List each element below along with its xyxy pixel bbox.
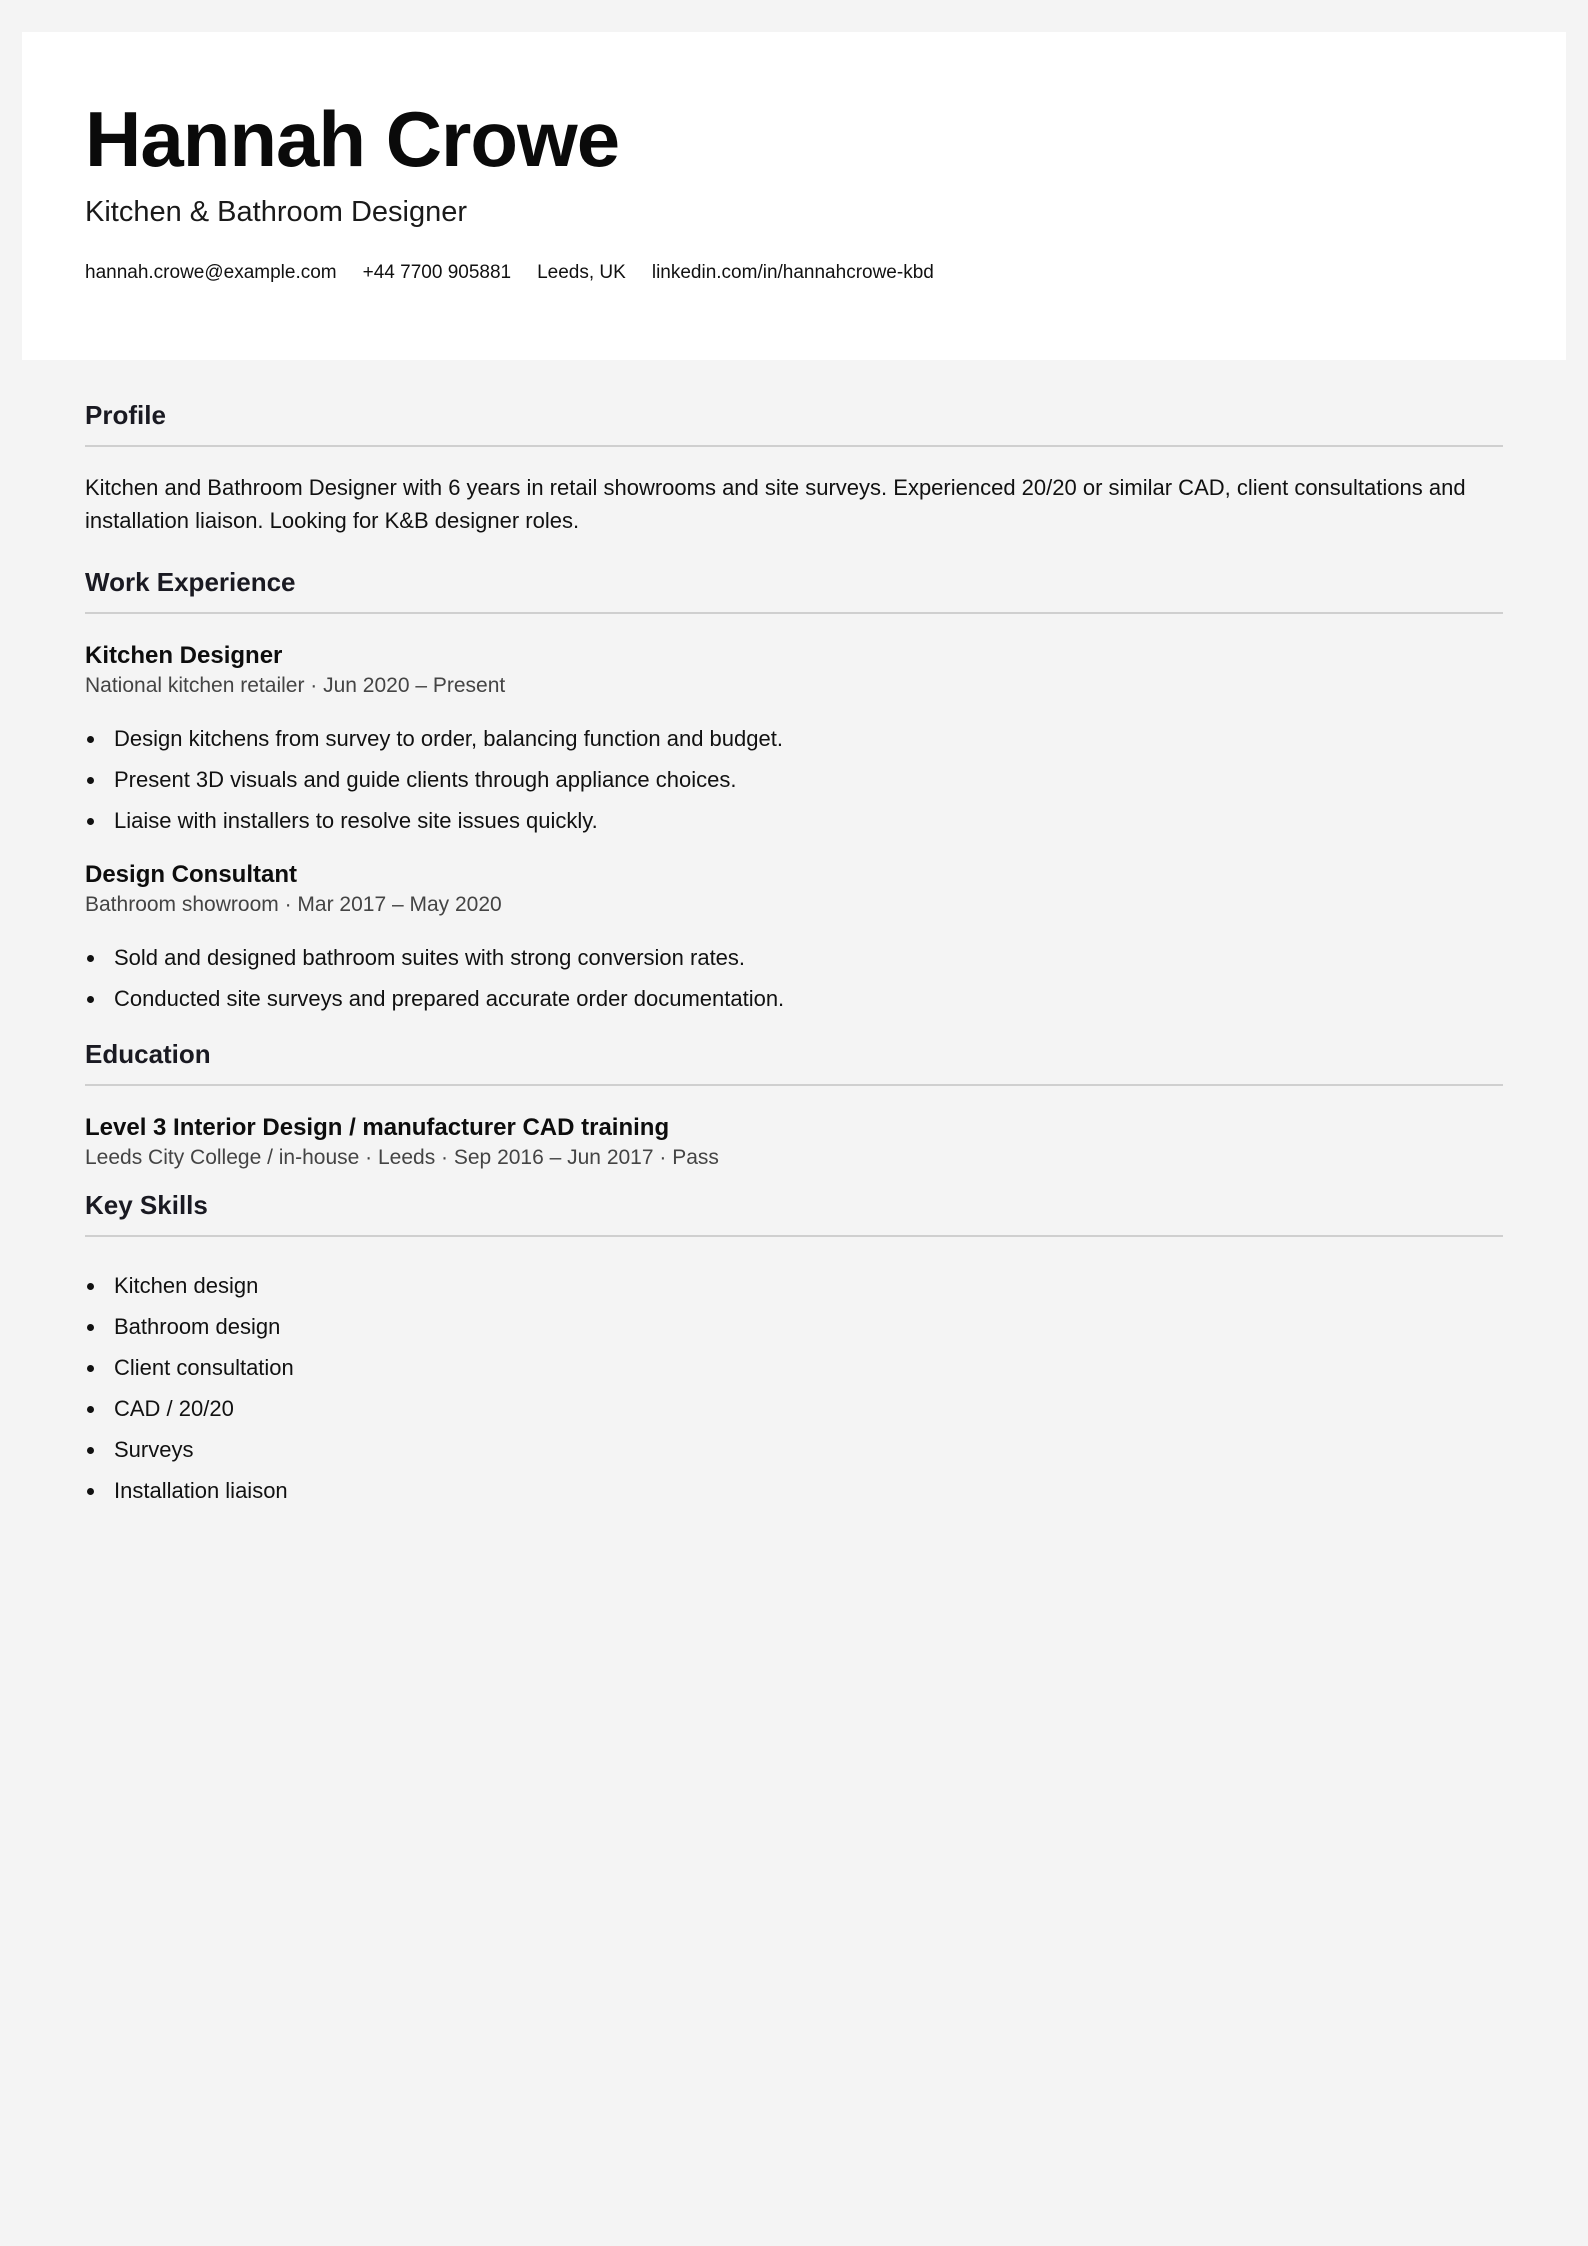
resume-body [85,400,1503,1521]
job-bullet: Liaise with installers to resolve site issues quickly. [85,800,1503,841]
skill-item: Bathroom design [85,1306,1503,1347]
job-bullet: Sold and designed bathroom suites with strong conversion rates. [85,937,1503,978]
education-meta: Leeds City College / in-house · Leeds · Sep 2016 – Jun 2017 · Pass [85,1146,719,1169]
education-entry [85,1114,1503,1170]
candidate-name: Hannah Crowe [85,95,620,183]
skill-item: Kitchen design [85,1265,1503,1306]
experience-section [85,567,1503,1019]
job-meta: National kitchen retailer · Jun 2020 – Present [85,674,506,697]
education-title: Level 3 Interior Design / manufacturer CAD training [85,1114,670,1141]
candidate-title: Kitchen & Bathroom Designer [85,196,468,228]
job-bullet: Design kitchens from survey to order, balancing function and budget. [85,718,1503,759]
skill-item: Installation liaison [85,1470,1503,1511]
job-bullet: Present 3D visuals and guide clients through appliance choices. [85,759,1503,800]
skill-item: Surveys [85,1429,1503,1470]
skill-item: Client consultation [85,1347,1503,1388]
contact-list [85,262,934,284]
skills-list [85,1265,1503,1511]
profile-text: Kitchen and Bathroom Designer with 6 years in retail showrooms and site surveys. Experienced 20/20 or similar CAD, client consultations and installation liaison. Looking for K&B designer roles. [85,475,1466,533]
job-title: Kitchen Designer [85,642,283,669]
skills-section [85,1190,1503,1511]
profile-section [85,400,1503,537]
job-bullets [85,937,1503,1019]
resume-header [22,32,1566,360]
job-entry [85,861,1503,1019]
education-heading: Education [85,1039,1503,1086]
contact-phone[interactable]: +44 7700 905881 [362,262,512,283]
profile-heading: Profile [85,400,1503,447]
job-bullet: Conducted site surveys and prepared accurate order documentation. [85,978,1503,1019]
contact-email[interactable]: hannah.crowe@example.com [85,262,337,283]
skill-item: CAD / 20/20 [85,1388,1503,1429]
education-section [85,1039,1503,1170]
job-title: Design Consultant [85,861,298,888]
job-bullets [85,718,1503,841]
job-entry [85,642,1503,841]
skills-heading: Key Skills [85,1190,1503,1237]
experience-heading: Work Experience [85,567,1503,614]
contact-location: Leeds, UK [537,262,626,283]
contact-linkedin[interactable]: linkedin.com/in/hannahcrowe-kbd [651,262,934,283]
job-meta: Bathroom showroom · Mar 2017 – May 2020 [85,893,502,916]
